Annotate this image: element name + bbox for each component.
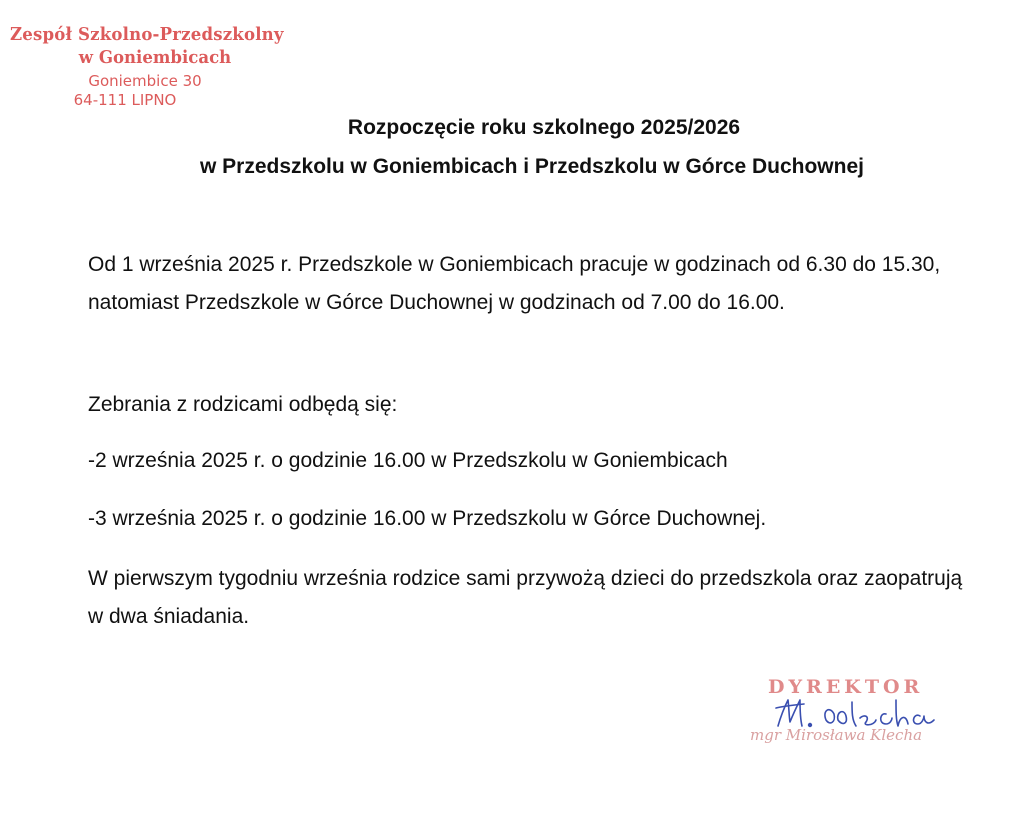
stamp-location: w Goniembicach: [78, 47, 232, 68]
meeting-item-goniembice: -2 września 2025 r. o godzinie 16.00 w Przedszkolu w Goniembicach: [88, 449, 728, 472]
meetings-intro: Zebrania z rodzicami odbędą się:: [88, 393, 398, 416]
director-role: DYREKTOR: [768, 676, 924, 698]
first-week-paragraph: W pierwszym tygodniu września rodzice sami przywożą dzieci do przedszkola oraz zaopatrują w dwa śniadania.: [88, 567, 963, 628]
meeting-item-gorka-duchowna: -3 września 2025 r. o godzinie 16.00 w Przedszkolu w Górce Duchownej.: [88, 507, 767, 530]
stamp-postal-code: 64-111 LIPNO: [73, 91, 177, 109]
director-stamp: [750, 676, 970, 756]
stamp-school-name: Zespół Szkolno-Przedszkolny: [10, 24, 284, 45]
document-subtitle: w Przedszkolu w Goniembicach i Przedszkolu w Górce Duchownej: [200, 155, 864, 178]
opening-hours-paragraph: Od 1 września 2025 r. Przedszkole w Goniembicach pracuje w godzinach od 6.30 do 15.30, natomiast Przedszkole w Górce Duchownej w godzinach od 7.00 do 16.00.: [88, 253, 941, 314]
director-name: mgr Mirosława Klecha: [750, 726, 923, 744]
school-stamp: [10, 24, 300, 109]
stamp-address: Goniembice 30: [88, 72, 202, 90]
document-title: Rozpoczęcie roku szkolnego 2025/2026: [347, 116, 741, 139]
